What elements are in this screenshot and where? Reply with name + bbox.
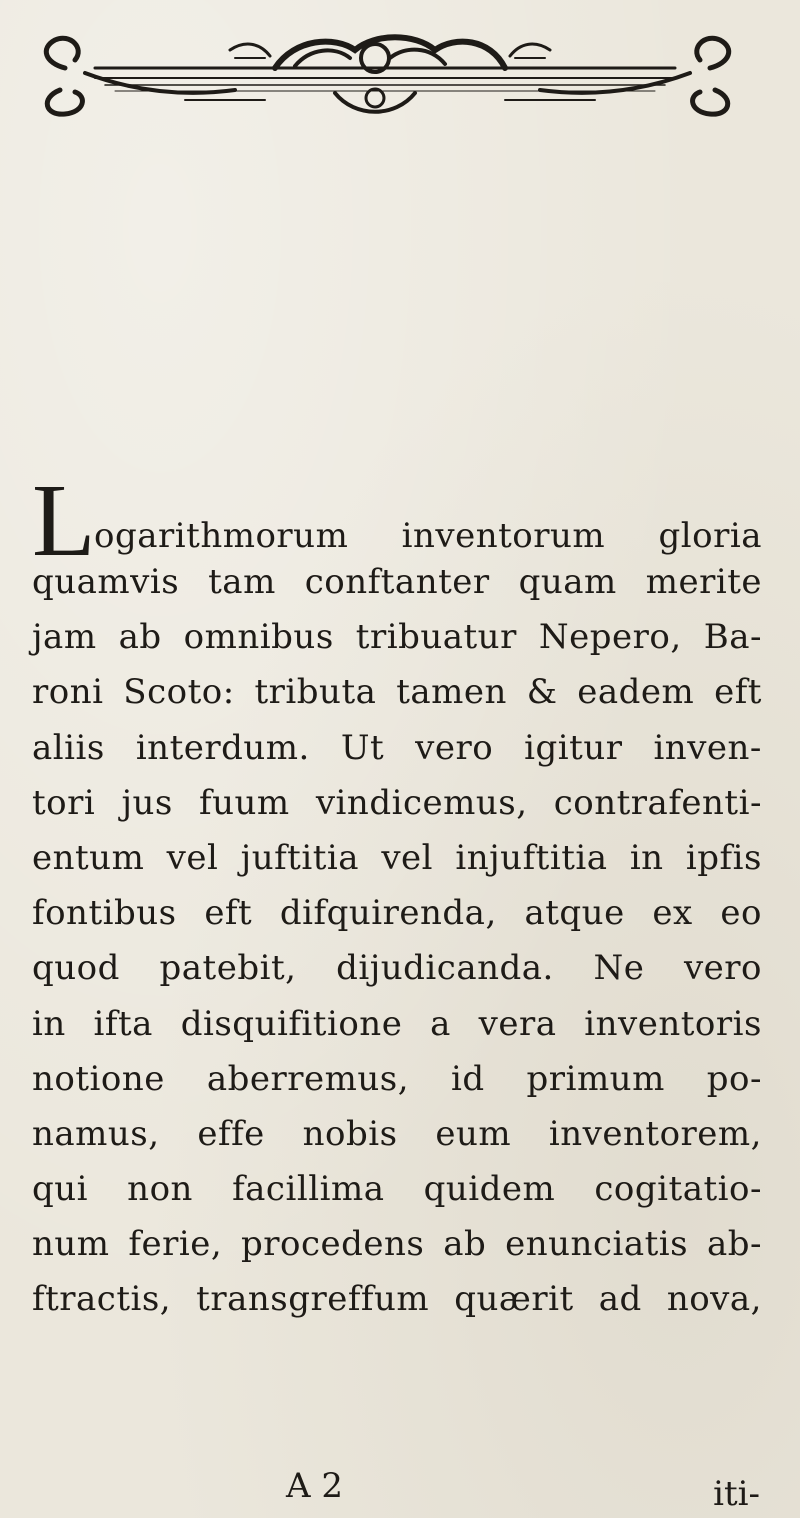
headpiece-ornament	[35, 28, 740, 120]
text-line-8	[32, 893, 762, 948]
word: ab-	[706, 1224, 762, 1265]
first-line-text	[94, 516, 762, 562]
word: vel	[381, 837, 434, 878]
word: tamen	[396, 672, 507, 713]
word: qui	[32, 1169, 89, 1210]
word: inventorum	[401, 516, 606, 556]
word: vera	[478, 1003, 557, 1044]
word: namus,	[32, 1113, 160, 1154]
word: merite	[645, 562, 762, 602]
word: quidem	[423, 1169, 556, 1210]
text-line-3	[32, 617, 762, 672]
word: cogitatio-	[594, 1169, 762, 1210]
word: ftractis,	[32, 1279, 172, 1320]
word: difquirenda,	[279, 893, 497, 934]
word: aberremus,	[206, 1058, 410, 1099]
word: tributa	[254, 672, 377, 713]
word: eadem	[577, 672, 695, 713]
word: Nepero,	[538, 617, 682, 658]
word: patebit,	[159, 948, 297, 989]
word: po-	[706, 1058, 762, 1099]
word: fuum	[199, 782, 290, 823]
word: tribuatur	[355, 617, 517, 658]
word: gloria	[658, 516, 762, 556]
word: procedens	[241, 1224, 425, 1265]
word: notione	[32, 1058, 165, 1099]
word: ogarithmorum	[94, 516, 349, 556]
word: eft	[714, 672, 762, 713]
word: quamvis	[32, 562, 180, 602]
word: quærit	[454, 1279, 574, 1320]
word: eum	[435, 1113, 512, 1154]
word: vero	[415, 727, 494, 768]
word: aliis	[32, 727, 105, 768]
word: vero	[683, 948, 762, 989]
text-line-9	[32, 948, 762, 1003]
text-line-13	[32, 1169, 762, 1224]
word: Ut	[340, 727, 385, 768]
word: transgreffum	[196, 1279, 430, 1320]
text-line-11	[32, 1059, 762, 1114]
word: quam	[518, 562, 617, 602]
word: Ne	[593, 948, 645, 989]
word: ab	[443, 1224, 487, 1265]
text-line-15	[32, 1279, 762, 1334]
word: igitur	[524, 727, 623, 768]
word: quod	[32, 948, 120, 989]
catchword: iti-	[713, 1474, 760, 1514]
drop-cap: L	[32, 462, 97, 578]
signature-mark: A 2	[286, 1466, 343, 1506]
word: entum	[32, 837, 145, 878]
word: interdum.	[135, 727, 310, 768]
text-line-1	[32, 462, 762, 578]
word: nova,	[666, 1279, 762, 1320]
text-line-10	[32, 1004, 762, 1059]
word: ifta	[93, 1003, 153, 1044]
word: eft	[204, 893, 253, 934]
word: Ba-	[703, 617, 762, 658]
word: in	[32, 1003, 66, 1044]
word: inventoris	[584, 1003, 762, 1044]
word: contrafenti-	[553, 782, 762, 823]
word: dijudicanda.	[336, 948, 554, 989]
main-text	[32, 462, 762, 1335]
word: primum	[526, 1058, 665, 1099]
word: effe	[197, 1113, 265, 1154]
word: ferie,	[128, 1224, 223, 1265]
text-line-6	[32, 783, 762, 838]
word: &	[526, 672, 558, 713]
word: facillima	[232, 1169, 385, 1210]
word: jus	[121, 782, 173, 823]
word: conftanter	[304, 562, 490, 602]
word: id	[450, 1058, 485, 1099]
word: nobis	[302, 1113, 398, 1154]
text-line-7	[32, 838, 762, 893]
text-line-14	[32, 1224, 762, 1279]
word: disquifitione	[180, 1003, 403, 1044]
word: ad	[598, 1279, 642, 1320]
word: non	[127, 1169, 193, 1210]
page-footer	[32, 1466, 762, 1514]
word: juftitia	[240, 837, 360, 878]
word: roni	[32, 672, 104, 713]
word: ipfis	[685, 837, 762, 878]
word: tam	[208, 562, 276, 602]
text-line-5	[32, 728, 762, 783]
word: eo	[720, 893, 762, 934]
word: ex	[652, 893, 693, 934]
word: Scoto:	[123, 672, 235, 713]
word: enunciatis	[505, 1224, 689, 1265]
word: num	[32, 1224, 110, 1265]
text-line-2	[32, 562, 762, 617]
word: injuftitia	[455, 837, 608, 878]
word: jam	[32, 617, 97, 658]
word: ab	[118, 617, 162, 658]
word: a	[430, 1003, 451, 1044]
word: omnibus	[183, 617, 334, 658]
word: fontibus	[32, 893, 177, 934]
word: inventorem,	[548, 1113, 762, 1154]
word: inven-	[653, 727, 762, 768]
text-line-12	[32, 1114, 762, 1169]
text-line-4	[32, 672, 762, 727]
word: vel	[166, 837, 219, 878]
word: in	[629, 837, 664, 878]
word: atque	[524, 893, 625, 934]
word: tori	[32, 782, 96, 823]
word: vindicemus,	[315, 782, 528, 823]
